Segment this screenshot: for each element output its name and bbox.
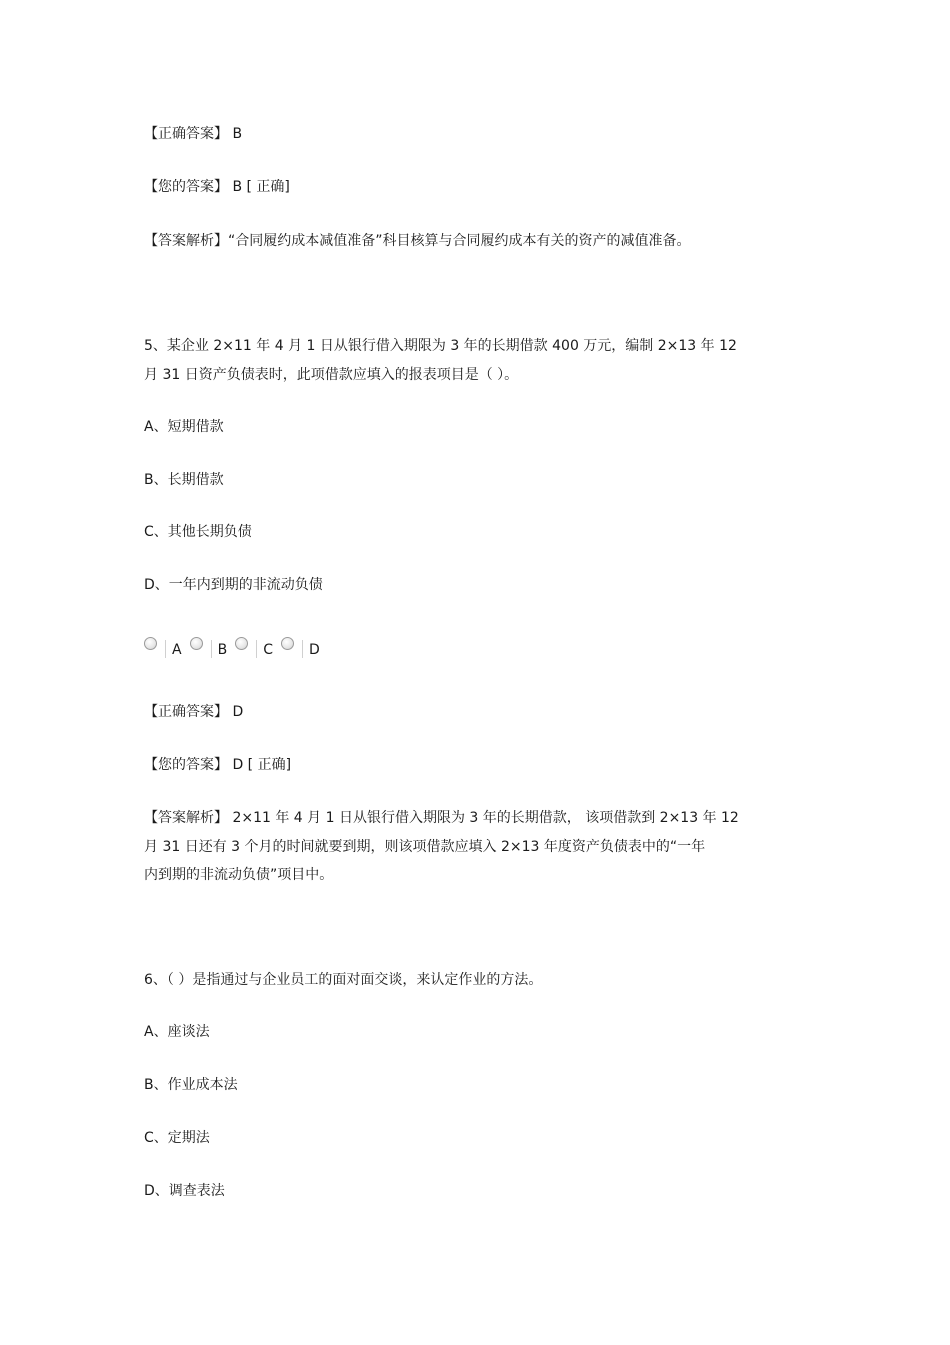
analysis-q5-line-3: 内到期的非流动负债”项目中。 <box>144 867 334 883</box>
question-6-stem: 6、（ ）是指通过与企业员工的面对面交谈，来认定作业的方法。 <box>144 972 543 988</box>
separator <box>165 640 166 658</box>
analysis-q5-line-1: 【答案解析】 2×11 年 4 月 1 日从银行借入期限为 3 年的长期借款， 该项借款到 2×13 年 12 <box>144 810 739 826</box>
question-5-option-d: D、一年内到期的非流动负债 <box>144 577 323 593</box>
analysis-q5-line-2: 月 31 日还有 3 个月的时间就要到期，则该项借款应填入 2×13 年度资产负债表中的“一年 <box>144 839 706 855</box>
radio-label-c: C <box>263 642 273 658</box>
analysis-prev: 【答案解析】“合同履约成本减值准备”科目核算与合同履约成本有关的资产的减值准备。 <box>144 233 691 249</box>
question-5-answer-radios <box>144 634 328 658</box>
separator <box>256 640 257 658</box>
radio-label-d: D <box>308 642 320 658</box>
correct-answer-q5: 【正确答案】 D <box>144 704 244 720</box>
question-5-option-b: B、长期借款 <box>144 472 224 488</box>
radio-button-a[interactable] <box>144 637 157 650</box>
radio-button-c[interactable] <box>235 637 248 650</box>
question-5-option-a: A、短期借款 <box>144 419 224 435</box>
radio-label-a: A <box>172 642 182 658</box>
correct-answer-prev: 【正确答案】 B <box>144 126 243 142</box>
separator <box>302 640 303 658</box>
your-answer-prev: 【您的答案】 B [ 正确] <box>144 179 290 195</box>
question-6-option-b: B、作业成本法 <box>144 1077 238 1093</box>
question-6-option-a: A、座谈法 <box>144 1024 210 1040</box>
your-answer-q5: 【您的答案】 D [ 正确] <box>144 757 292 773</box>
question-5-option-c: C、其他长期负债 <box>144 524 252 540</box>
question-5-stem-line-1: 5、某企业 2×11 年 4 月 1 日从银行借入期限为 3 年的长期借款 400 万元，编制 2×13 年 12 <box>144 338 737 354</box>
separator <box>211 640 212 658</box>
question-6-option-d: D、调查表法 <box>144 1183 225 1199</box>
radio-button-d[interactable] <box>281 637 294 650</box>
radio-label-b: B <box>217 642 228 658</box>
radio-button-b[interactable] <box>190 637 203 650</box>
question-5-stem-line-2: 月 31 日资产负债表时，此项借款应填入的报表项目是（ ）。 <box>144 367 519 383</box>
question-6-option-c: C、定期法 <box>144 1130 210 1146</box>
